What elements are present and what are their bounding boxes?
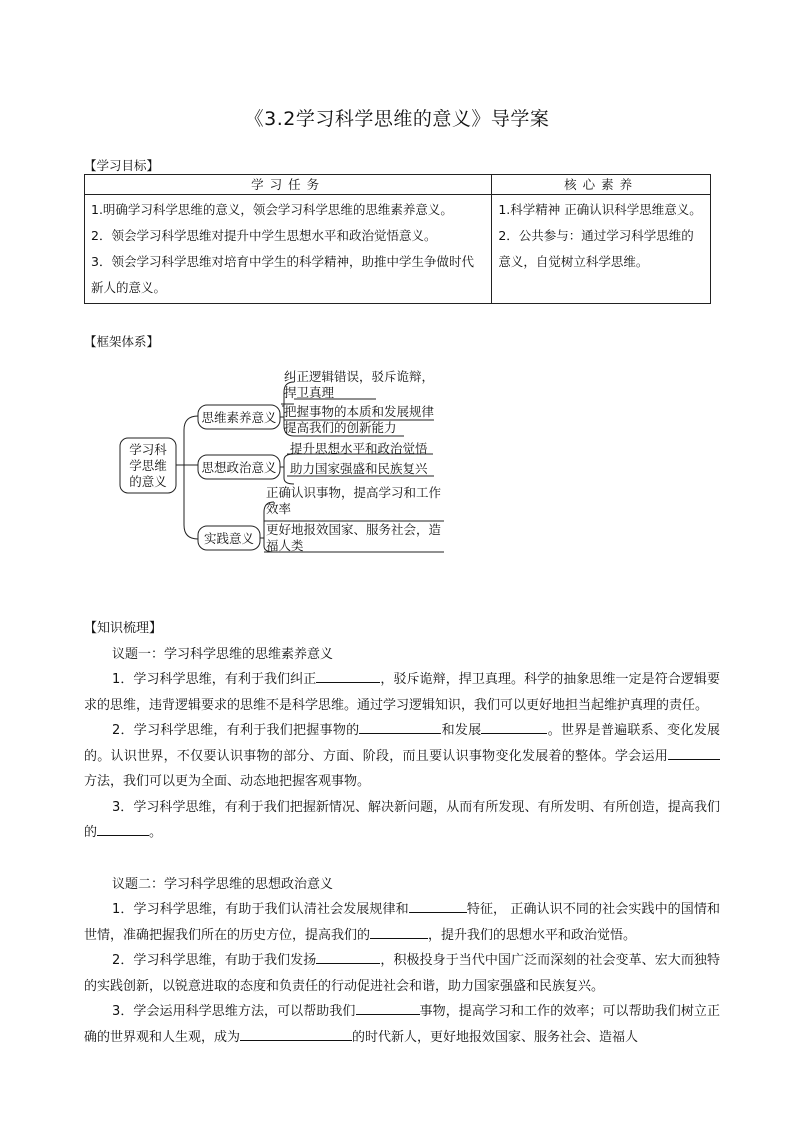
text-run: 和发展 (441, 723, 482, 738)
text-run: 的时代新人，更好地报效国家、服务社会、造福人 (352, 1029, 639, 1045)
topic-heading: 议题二：学习科学思维的思想政治意义 (112, 876, 334, 892)
task-item: 1.明确学习科学思维的意义，领会学习科学思维的思维素养意义。 (91, 202, 453, 217)
knowledge-section (84, 616, 720, 1050)
leaf-text: 福人类 (266, 538, 304, 553)
fill-blank[interactable] (370, 923, 428, 939)
task-item: 2．领会学习科学思维对提升中学生思想水平和政治觉悟意义。 (91, 228, 437, 243)
root-line: 的意义 (129, 474, 167, 489)
paragraph (84, 999, 720, 1050)
paragraph (84, 948, 720, 999)
literacy-cell (492, 195, 711, 304)
text-run: 。世界是普遍联系、变化发展的。认识世界，不仅要认识事物的部分、方面、阶段，而且要认识事物变化发展着的整体。学会运用 (84, 723, 720, 764)
objectives-table (84, 174, 711, 304)
text-run: ，提升我们的思想水平和政治觉悟。 (428, 927, 637, 943)
root-line: 学习科 (129, 442, 167, 457)
framework-mindmap (114, 368, 459, 560)
literacy-item: 2．公共参与：通过学习科学思维的意义，自觉树立科学思维。 (498, 228, 694, 269)
knowledge-label: 【知识梳理】 (84, 621, 163, 636)
fill-blank[interactable] (316, 948, 380, 964)
paragraph (84, 667, 720, 718)
text-run: 1．学习科学思维，有利于我们纠正 (112, 672, 317, 687)
leaf-text: 正确认识事物，提高学习和工作 (266, 485, 442, 500)
leaf-text: 纠正逻辑错误，驳斥诡辩， (284, 369, 435, 384)
paragraph (84, 897, 720, 948)
paragraph (84, 795, 720, 846)
text-run: 3．学会运用科学思维方法，可以帮助我们 (112, 1004, 356, 1019)
fill-blank[interactable] (668, 744, 720, 760)
fill-blank[interactable] (356, 999, 420, 1015)
text-run: 事物，提高学习和工作的效率；可以帮助我们树立正确的世界观和人生观，成为 (84, 1004, 720, 1045)
leaf-text: 把握事物的本质和发展规律 (284, 404, 435, 419)
objectives-label: 【学习目标】 (84, 158, 160, 173)
literacy-item: 1.科学精神 正确认识科学思维意义。 (498, 202, 702, 217)
topic-heading: 议题一：学习科学思维的思维素养意义 (112, 646, 334, 662)
branch-label: 思想政治意义 (201, 460, 277, 475)
literacy-header: 核心素养 (492, 175, 711, 195)
text-run: 3．学习科学思维，有利于我们把握新情况、解决新问题，从而有所发现、有所发明、有所创造，提高我们的 (84, 799, 720, 840)
fill-blank[interactable] (409, 897, 467, 913)
fill-blank[interactable] (359, 718, 441, 734)
tasks-header: 学习任务 (85, 175, 492, 195)
branch-label: 实践意义 (203, 531, 255, 546)
leaf-text: 捍卫真理 (284, 385, 335, 400)
text-run: ，驳斥诡辩，捍卫真理。科学的抽象思维一定是符合逻辑要求的思维，违背逻辑要求的思维不是科学思维。通过学习逻辑知识，我们可以更好地担当起维护真理的责任。 (84, 672, 720, 713)
leaf-text: 助力国家强盛和民族复兴 (290, 461, 428, 476)
leaf-text: 更好地报效国家、服务社会，造 (266, 522, 442, 537)
tasks-cell (85, 195, 492, 304)
paragraph (84, 718, 720, 795)
leaf-text: 提升思想水平和政治觉悟 (290, 441, 428, 456)
root-line: 学思维 (129, 458, 167, 473)
table-body-row (85, 195, 711, 304)
text-run: 特征， 正确认识不同的社会实践中的国情和世情，准确把握我们所在的历史方位，提高我们的 (84, 902, 720, 943)
framework-label: 【框架体系】 (84, 334, 160, 349)
table-header-row (85, 175, 711, 195)
text-run: 1．学习科学思维，有助于我们认清社会发展规律和 (112, 902, 409, 917)
branch-label: 思维素养意义 (201, 410, 277, 425)
fill-blank[interactable] (97, 820, 149, 836)
leaf-text: 提高我们的创新能力 (284, 420, 397, 435)
task-item: 3．领会学习科学思维对培育中学生的科学精神，助推中学生争做时代新人的意义。 (91, 254, 474, 295)
text-run: 方法，我们可以更为全面、动态地把握客观事物。 (84, 774, 371, 789)
text-run: ，积极投身于当代中国广泛而深刻的社会变革、宏大而独特的实践创新，以锐意进取的态度和负责任的行动促进社会和谐，助力国家强盛和民族复兴。 (84, 953, 720, 994)
page-title: 《3.2学习科学思维的意义》导学案 (244, 108, 550, 130)
fill-blank[interactable] (240, 1025, 352, 1041)
text-run: 。 (149, 825, 163, 840)
fill-blank[interactable] (481, 718, 547, 734)
leaf-text: 效率 (266, 501, 292, 516)
fill-blank[interactable] (316, 667, 380, 683)
text-run: 2．学习科学思维，有助于我们发扬 (112, 953, 317, 968)
text-run: 2．学习科学思维，有利于我们把握事物的 (112, 723, 360, 738)
